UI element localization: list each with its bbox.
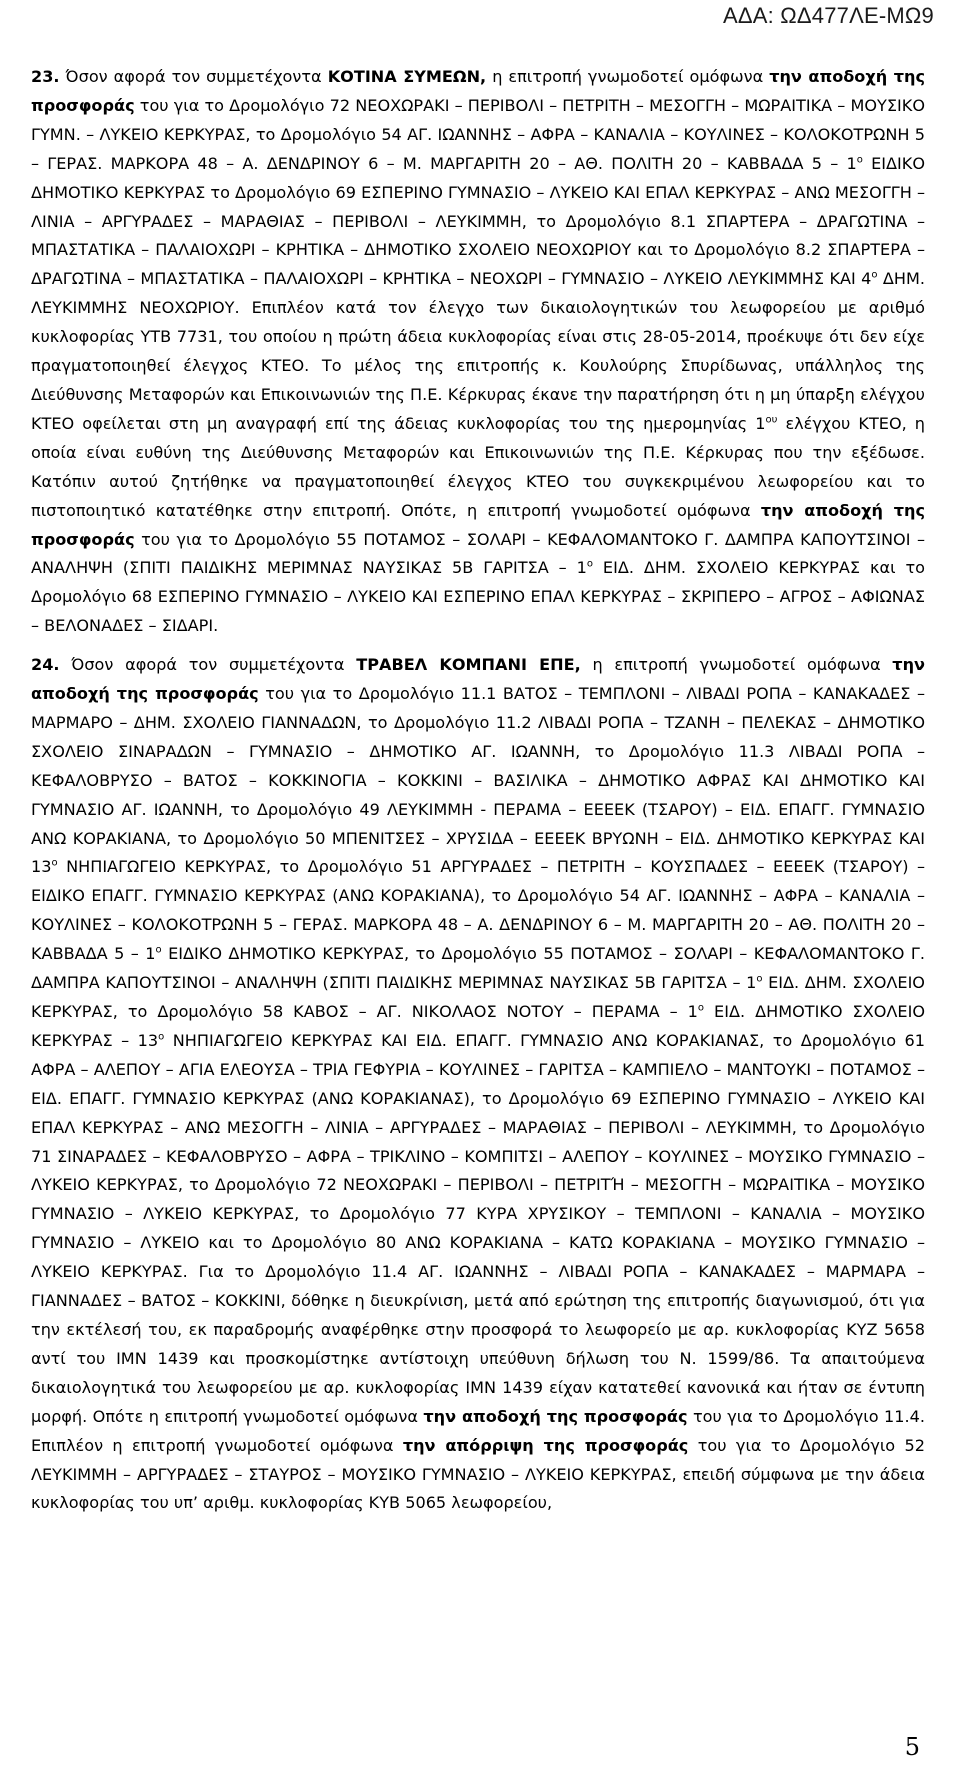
superscript-ordinal: ο [756, 973, 763, 985]
document-body [31, 63, 925, 1518]
page-number: 5 [904, 1733, 920, 1761]
bold-text: την αποδοχή της προσφοράς [423, 1406, 688, 1426]
text-segment: ΕΙΔ. ΔΗΜΟΤΙΚΟ ΣΧΟΛΕΙΟ ΚΕΡΚΥΡΑΣ – 13 [31, 1002, 925, 1050]
text-segment: ΕΙΔΙΚΟ ΔΗΜΟΤΙΚΟ ΚΕΡΚΥΡΑΣ, το Δρομολόγιο 55 ΠΟΤΑΜΟΣ – ΣΟΛΑΡΙ – ΚΕΦΑΛΟΜΑΝΤΟΚΟ Γ. ΔΑΜΠΡΑ ΚΑΠΟΥΤΣΙΝΟΙ – ΑΝΑΛΗΨΗ (ΣΠΙΤΙ ΠΑΙΔΙΚΗΣ ΜΕΡΙΜΝΑΣ ΝΑΥΣΙΚΑΣ 5Β ΓΑΡΙΤΣΑ – 1 [31, 944, 925, 993]
text-segment: ΝΗΠΙΑΓΩΓΕΙΟ ΚΕΡΚΥΡΑΣ, το Δρομολόγιο 51 ΑΡΓΥΡΑΔΕΣ – ΠΕΤΡΙΤΗ – ΚΟΥΣΠΑΔΕΣ – ΕΕΕΕΚ (ΤΣΑΡΟΥ) – ΕΙΔΙΚΟ ΕΠΑΓΓ. ΓΥΜΝΑΣΙΟ ΚΕΡΚΥΡΑΣ (ΑΝΩ ΚΟΡΑΚΙΑΝΑ), το Δρομολόγιο 54 ΑΓ. ΙΩΑΝΝΗΣ – ΑΦΡΑ – ΚΑΝΑΛΙΑ – ΚΟΥΛΙΝΕΣ – ΚΟΛΟΚΟΤΡΩΝΗ 5 – ΓΕΡΑΣ. ΜΑΡΚΟΡΑ 48 – Α. ΔΕΝΔΡΙΝΟΥ 6 – Μ. ΜΑΡΓΑΡΙΤΗ 20 – ΑΘ. ΠΟΛΙΤΗ 20 – ΚΑΒΒΑΔΑ 5 – 1 [31, 857, 925, 964]
text-segment: ΝΗΠΙΑΓΩΓΕΙΟ ΚΕΡΚΥΡΑΣ ΚΑΙ ΕΙΔ. ΕΠΑΓΓ. ΓΥΜΝΑΣΙΟ ΑΝΩ ΚΟΡΑΚΙΑΝΑΣ, το Δρομολόγιο 61 ΑΦΡΑ – ΑΛΕΠΟΥ – ΑΓΙΑ ΕΛΕΟΥΣΑ – ΤΡΙΑ ΓΕΦΥΡΙΑ – ΚΟΥΛΙΝΕΣ – ΓΑΡΙΤΣΑ – ΚΑΜΠΙΕΛΟ – ΜΑΝΤΟΥΚΙ – ΠΟΤΑΜΟΣ – ΕΙΔ. ΕΠΑΓΓ. ΓΥΜΝΑΣΙΟ ΚΕΡΚΥΡΑΣ (ΑΝΩ ΚΟΡΑΚΙΑΝΑΣ), το Δρομολόγιο 69 ΕΣΠΕΡΙΝΟ ΓΥΜΝΑΣΙΟ – ΛΥΚΕΙΟ ΚΑΙ ΕΠΑΛ ΚΕΡΚΥΡΑΣ – ΑΝΩ ΜΕΣΟΓΓΗ – ΛΙΝΙΑ – ΑΡΓΥΡΑΔΕΣ – ΜΑΡΑΘΙΑΣ – ΠΕΡΙΒΟΛΙ – ΛΕΥΚΙΜΜΗ, το Δρομολόγιο 71 ΣΙΝΑΡΑΔΕΣ – ΚΕΦΑΛΟΒΡΥΣΟ – ΑΦΡΑ – ΤΡΙΚΛΙΝΟ – ΚΟΜΠΙΤΣΙ – ΑΛΕΠΟΥ – ΚΟΥΛΙΝΕΣ – ΜΟΥΣΙΚΟ ΓΥΜΝΑΣΙΟ – ΛΥΚΕΙΟ ΚΕΡΚΥΡΑΣ, το Δρομολόγιο 72 ΝΕΟΧΩΡΑΚΙ – ΠΕΡΙΒΟΛΙ – ΠΕΤΡΙΤΉ – ΜΕΣΟΓΓΗ – ΜΩΡΑΙΤΙΚΑ – ΜΟΥΣΙΚΟ ΓΥΜΝΑΣΙΟ – ΛΥΚΕΙΟ ΚΕΡΚΥΡΑΣ, το Δρομολόγιο 77 ΚΥΡΑ ΧΡΥΣΙΚΟΥ – ΤΕΜΠΛΟΝΙ – ΚΑΝΑΛΙΑ – ΜΟΥΣΙΚΟ ΓΥΜΝΑΣΙΟ – ΛΥΚΕΙΟ και το Δρομολόγιο 80 ΑΝΩ ΚΟΡΑΚΙΑΝΑ – ΚΑΤΩ ΚΟΡΑΚΙΑΝΑ – ΜΟΥΣΙΚΟ ΓΥΜΝΑΣΙΟ – ΛΥΚΕΙΟ ΚΕΡΚΥΡΑΣ. Για το Δρομολόγιο 11.4 ΑΓ. ΙΩΑΝΝΗΣ – ΛΙΒΑΔΙ ΡΟΠΑ – ΚΑΝΑΚΑΔΕΣ – ΜΑΡΜΑΡΑ – ΓΙΑΝΝΑΔΕΣ – ΒΑΤΟΣ – ΚΟΚΚΙΝΙ, δόθηκε η διευκρίνιση, μετά από ερώτηση της επιτροπής διαγωνισμού, ότι για την εκτέλεσή του, εκ παραδρομής αναφέρθηκε στην προσφορά το λεωφορείο με αρ. κυκλοφορίας ΚΥΖ 5658 αντί του ΙΜΝ 1439 και προσκομίστηκε αντίστοιχη υπεύθυνη δήλωση του Ν. 1599/86. Τα απαιτούμενα δικαιολογητικά του λεωφορείου με αρ. κυκλοφορίας ΙΜΝ 1439 είχαν κατατεθεί κανονικά και ήταν σε έντυπη μορφή. Οπότε η επιτροπή γνωμοδοτεί ομόφωνα [31, 1030, 925, 1426]
superscript-ordinal: ο [586, 559, 593, 571]
bold-text: ΚΟΤΙΝΑ ΣΥΜΕΩΝ, [327, 67, 487, 86]
text-segment: ΕΙΔΙΚΟ ΔΗΜΟΤΙΚΟ ΚΕΡΚΥΡΑΣ το Δρομολόγιο 69 ΕΣΠΕΡΙΝΟ ΓΥΜΝΑΣΙΟ – ΛΥΚΕΙΟ ΚΑΙ ΕΠΑΛ ΚΕΡΚΥΡΑΣ – ΑΝΩ ΜΕΣΟΓΓΗ – ΛΙΝΙΑ – ΑΡΓΥΡΑΔΕΣ – ΜΑΡΑΘΙΑΣ – ΠΕΡΙΒΟΛΙ – ΛΕΥΚΙΜΜΗ, το Δρομολόγιο 8.1 ΣΠΑΡΤΕΡΑ – ΔΡΑΓΩΤΙΝΑ – ΜΠΑΣΤΑΤΙΚΑ – ΠΑΛΑΙΟΧΩΡΙ – ΚΡΗΤΙΚΑ – ΔΗΜΟΤΙΚΟ ΣΧΟΛΕΙΟ ΝΕΟΧΩΡΙΟΥ και το Δρομολόγιο 8.2 ΣΠΑΡΤΕΡΑ – ΔΡΑΓΩΤΙΝΑ – ΜΠΑΣΤΑΤΙΚΑ – ΠΑΛΑΙΟΧΩΡΙ – ΚΡΗΤΙΚΑ – ΝΕΟΧΩΡΙ – ΓΥΜΝΑΣΙΟ – ΛΥΚΕΙΟ ΛΕΥΚΙΜΜΗΣ ΚΑΙ 4 [31, 153, 926, 289]
text-segment: ελέγχου ΚΤΕΟ, η οποία είναι ευθύνη της Διεύθυνσης Μεταφορών και Επικοινωνιών της Π.Ε. Κέρκυρας που την εξέδωσε. Κατόπιν αυτού ζητήθηκε να πραγματοποιηθεί έλεγχος ΚΤΕΟ του συγκεκριμένου λεωφορείου και το πιστοποιητικό κατατέθηκε στην επιτροπή. Οπότε, η επιτροπή γνωμοδοτεί ομόφωνα [31, 413, 925, 520]
bold-text: την απόρριψη της προσφοράς [402, 1435, 689, 1455]
text-segment: του για το Δρομολόγιο 11.4. Επιπλέον η επιτροπή γνωμοδοτεί ομόφωνα [31, 1406, 925, 1455]
text-segment: ΕΙΔ. ΔΗΜ. ΣΧΟΛΕΙΟ ΚΕΡΚΥΡΑΣ, το Δρομολόγιο 58 ΚΑΒΟΣ – ΑΓ. ΝΙΚΟΛΑΟΣ ΝΟΤΟΥ – ΠΕΡΑΜΑ – 1 [31, 973, 925, 1021]
bold-text: την αποδοχή της προσφοράς [31, 67, 925, 115]
superscript-ordinal: ο [51, 858, 58, 870]
superscript-ordinal: ο [856, 154, 863, 166]
superscript-ordinal: ο [697, 1002, 705, 1014]
text-segment: η επιτροπή γνωμοδοτεί ομόφωνα [580, 655, 893, 675]
text-segment: η επιτροπή γνωμοδοτεί ομόφωνα [486, 67, 770, 86]
text-segment: ΔΗΜ. ΛΕΥΚΙΜΜΗΣ ΝΕΟΧΩΡΙΟΥ. Επιπλέον κατά τον έλεγχο των δικαιολογητικών του λεωφορείου με αριθμό κυκλοφορίας ΥΤΒ 7731, του οποίου η πρώτη άδεια κυκλοφορίας είναι στις 28-05-2014, προέκυψε ότι δεν είχε πραγματοποιηθεί έλεγχος ΚΤΕΟ. Το μέλος της επιτροπής κ. Κουλούρης Σπυρίδωνας, υπάλληλος της Διεύθυνσης Μεταφορών και Επικοινωνιών της Π.Ε. Κέρκυρας έκανε την παρατήρηση ότι η μη ύπαρξη ελέγχου ΚΤΕΟ οφείλεται στη μη αναγραφή επί της άδειας κυκλοφορίας του της ημερομηνίας 1 [31, 269, 926, 433]
bold-text: ΤΡΑΒΕΛ ΚΟΜΠΑΝΙ ΕΠΕ, [356, 655, 581, 675]
text-segment: Όσον αφορά τον συμμετέχοντα [59, 655, 357, 675]
text-segment: του για το Δρομολόγιο 72 ΝΕΟΧΩΡΑΚΙ – ΠΕΡΙΒΟΛΙ – ΠΕΤΡΙΤΗ – ΜΕΣΟΓΓΗ – ΜΩΡΑΙΤΙΚΑ – ΜΟΥΣΙΚΟ ΓΥΜΝ. – ΛΥΚΕΙΟ ΚΕΡΚΥΡΑΣ, το Δρομολόγιο 54 ΑΓ. ΙΩΑΝΝΗΣ – ΑΦΡΑ – ΚΑΝΑΛΙΑ – ΚΟΥΛΙΝΕΣ – ΚΟΛΟΚΟΤΡΩΝΗ 5 – ΓΕΡΑΣ. ΜΑΡΚΟΡΑ 48 – Α. ΔΕΝΔΡΙΝΟΥ 6 – Μ. ΜΑΡΓΑΡΙΤΗ 20 – ΑΘ. ΠΟΛΙΤΗ 20 – ΚΑΒΒΑΔΑ 5 – 1 [31, 95, 925, 173]
text-segment: του για το Δρομολόγιο 52 ΛΕΥΚΙΜΜΗ – ΑΡΓΥΡΑΔΕΣ – ΣΤΑΥΡΟΣ – ΜΟΥΣΙΚΟ ΓΥΜΝΑΣΙΟ – ΛΥΚΕΙΟ ΚΕΡΚΥΡΑΣ, επειδή σύμφωνα με την άδεια κυκλοφορίας του υπ’ αριθμ. κυκλοφορίας ΚΥΒ 5065 λεωφορείου, [31, 1435, 925, 1513]
bold-text: την αποδοχή της προσφοράς [31, 500, 925, 549]
text-segment: Όσον αφορά τον συμμετέχοντα [59, 67, 328, 86]
bold-text: 23. [31, 67, 60, 86]
superscript-ordinal: ου [765, 414, 778, 426]
bold-text: 24. [31, 655, 60, 675]
superscript-ordinal: ο [158, 1031, 165, 1043]
ada-identifier: ΑΔΑ: ΩΔ477ΛΕ-ΜΩ9 [722, 3, 934, 28]
bold-text: την αποδοχή της προσφοράς [31, 655, 925, 704]
superscript-ordinal: ο [155, 944, 162, 956]
paragraph-24 [31, 651, 925, 1518]
text-segment: ΕΙΔ. ΔΗΜ. ΣΧΟΛΕΙΟ ΚΕΡΚΥΡΑΣ και το Δρομολόγιο 68 ΕΣΠΕΡΙΝΟ ΓΥΜΝΑΣΙΟ – ΛΥΚΕΙΟ ΚΑΙ ΕΣΠΕΡΙΝΟ ΕΠΑΛ ΚΕΡΚΥΡΑΣ – ΣΚΡΙΠΕΡΟ – ΑΓΡΟΣ – ΑΦΙΩΝΑΣ – ΒΕΛΟΝΑΔΕΣ – ΣΙΔΑΡΙ. [31, 558, 925, 636]
superscript-ordinal: ο [871, 269, 878, 281]
text-segment: του για το Δρομολόγιο 11.1 ΒΑΤΟΣ – ΤΕΜΠΛΟΝΙ – ΛΙΒΑΔΙ ΡΟΠΑ – ΚΑΝΑΚΑΔΕΣ – ΜΑΡΜΑΡΟ – ΔΗΜ. ΣΧΟΛΕΙΟ ΓΙΑΝΝΑΔΩΝ, το Δρομολόγιο 11.2 ΛΙΒΑΔΙ ΡΟΠΑ – ΤΖΑΝΗ – ΠΕΛΕΚΑΣ – ΔΗΜΟΤΙΚΟ ΣΧΟΛΕΙΟ ΣΙΝΑΡΑΔΩΝ – ΓΥΜΝΑΣΙΟ – ΔΗΜΟΤΙΚΟ ΑΓ. ΙΩΑΝΝΗ, το Δρομολόγιο 11.3 ΛΙΒΑΔΙ ΡΟΠΑ – ΚΕΦΑΛΟΒΡΥΣΟ – ΒΑΤΟΣ – ΚΟΚΚΙΝΟΓΙΑ – ΚΟΚΚΙΝΙ – ΒΑΣΙΛΙΚΑ – ΔΗΜΟΤΙΚΟ ΑΦΡΑΣ ΚΑΙ ΔΗΜΟΤΙΚΟ ΚΑΙ ΓΥΜΝΑΣΙΟ ΑΓ. ΙΩΑΝΝΗ, το Δρομολόγιο 49 ΛΕΥΚΙΜΜΗ - ΠΕΡΑΜΑ – ΕΕΕΕΚ (ΤΣΑΡΟΥ) – ΕΙΔ. ΕΠΑΓΓ. ΓΥΜΝΑΣΙΟ ΑΝΩ ΚΟΡΑΚΙΑΝΑ, το Δρομολόγιο 50 ΜΠΕΝΙΤΣΕΣ – ΧΡΥΣΙΔΑ – ΕΕΕΕΚ ΒΡΥΩΝΗ – ΕΙΔ. ΔΗΜΟΤΙΚΟ ΚΕΡΚΥΡΑΣ ΚΑΙ 13 [31, 684, 926, 877]
paragraph-23 [31, 63, 925, 641]
text-segment: του για το Δρομολόγιο 55 ΠΟΤΑΜΟΣ – ΣΟΛΑΡΙ – ΚΕΦΑΛΟΜΑΝΤΟΚΟ Γ. ΔΑΜΠΡΑ ΚΑΠΟΥΤΣΙΝΟΙ – ΑΝΑΛΗΨΗ (ΣΠΙΤΙ ΠΑΙΔΙΚΗΣ ΜΕΡΙΜΝΑΣ ΝΑΥΣΙΚΑΣ 5Β ΓΑΡΙΤΣΑ – 1 [31, 529, 925, 578]
